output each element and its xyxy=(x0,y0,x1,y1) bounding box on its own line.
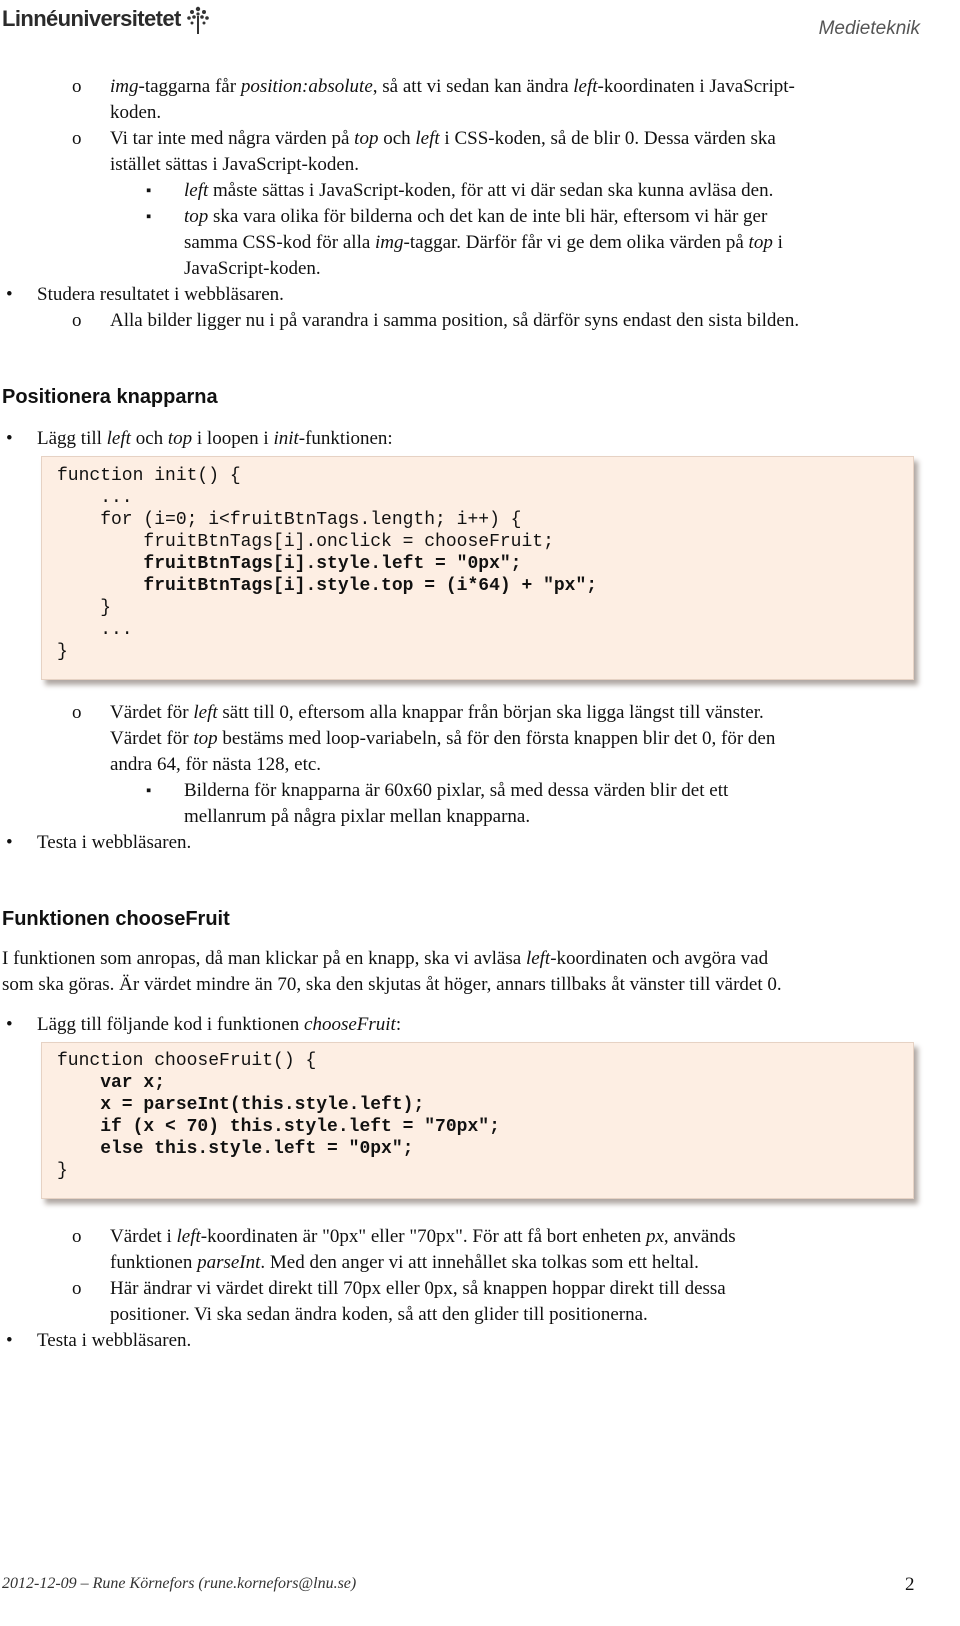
list-item-continued: istället sättas i JavaScript-koden. xyxy=(110,154,360,175)
circle-marker: o xyxy=(72,128,82,149)
list-item-continued: andra 64, för nästa 128, etc. xyxy=(110,754,322,775)
bullet-marker: • xyxy=(6,284,13,305)
code-line: fruitBtnTags[i].onclick = chooseFruit; xyxy=(57,532,554,552)
code-block-choosefruit xyxy=(41,1042,914,1199)
list-item: Bilderna för knapparna är 60x60 pixlar, så med dessa värden blir det ett xyxy=(184,780,729,801)
code-line: x = parseInt(this.style.left); xyxy=(57,1095,425,1115)
list-item: Här ändrar vi värdet direkt till 70px eller 0px, så knappen hoppar direkt till dessa xyxy=(110,1278,726,1299)
code-line: fruitBtnTags[i].style.top = (i*64) + "px"; xyxy=(57,576,598,596)
circle-marker: o xyxy=(72,310,82,331)
code-line: function init() { xyxy=(57,466,241,486)
list-item: left måste sättas i JavaScript-koden, för att vi där sedan ska kunna avläsa den. xyxy=(184,180,774,201)
circle-marker: o xyxy=(72,702,82,723)
list-item: Testa i webbläsaren. xyxy=(37,832,192,853)
section-heading: Positionera knapparna xyxy=(2,386,218,408)
code-line: var x; xyxy=(57,1073,166,1093)
list-item: Studera resultatet i webbläsaren. xyxy=(37,284,284,305)
code-line: fruitBtnTags[i].style.left = "0px"; xyxy=(57,554,522,574)
code-line: else this.style.left = "0px"; xyxy=(57,1139,414,1159)
code-line: } xyxy=(57,642,68,662)
code-line: ... xyxy=(57,488,133,508)
paragraph: I funktionen som anropas, då man klickar på en knapp, ska vi avläsa left-koordinaten och avgöra vad xyxy=(2,948,769,969)
list-item-continued: funktionen parseInt. Med den anger vi att innehållet ska tolkas som ett heltal. xyxy=(110,1252,699,1273)
logo-text: Linnéuniversitetet xyxy=(2,6,181,31)
bullet-marker: • xyxy=(6,1014,13,1035)
list-item: Alla bilder ligger nu i på varandra i samma position, så därför syns endast den sista bilden. xyxy=(110,310,800,331)
list-item: Vi tar inte med några värden på top och left i CSS-koden, så de blir 0. Dessa värden ska xyxy=(110,128,776,149)
code-line: } xyxy=(57,598,112,618)
list-item-continued: samma CSS-kod för alla img-taggar. Därför får vi ge dem olika värden på top i xyxy=(184,232,783,253)
bullet-marker: • xyxy=(6,428,13,449)
circle-marker: o xyxy=(72,76,82,97)
list-item: top ska vara olika för bilderna och det kan de inte bli här, eftersom vi här ger xyxy=(184,206,768,227)
square-marker: ▪ xyxy=(146,783,152,799)
code-line: ... xyxy=(57,620,133,640)
list-item: img-taggarna får position:absolute, så att vi sedan kan ändra left-koordinaten i JavaScript- xyxy=(110,76,795,97)
list-item: Värdet för left sätt till 0, eftersom alla knappar från början ska ligga längst till vänster. xyxy=(110,702,764,723)
square-marker: ▪ xyxy=(146,183,152,199)
paragraph-continued: som ska göras. Är värdet mindre än 70, ska den skjutas åt höger, annars tillbaks åt vänster till värdet 0. xyxy=(2,974,782,995)
list-item-continued: mellanrum på några pixlar mellan knapparna. xyxy=(184,806,531,827)
list-item-continued: positioner. Vi ska sedan ändra koden, så att den glider till positionerna. xyxy=(110,1304,648,1325)
header-section-title: Medieteknik xyxy=(818,18,920,39)
tree-icon xyxy=(185,4,211,34)
bullet-marker: • xyxy=(6,832,13,853)
list-item-continued: JavaScript-koden. xyxy=(184,258,321,279)
list-item: Lägg till left och top i loopen i init-funktionen: xyxy=(37,428,393,449)
circle-marker: o xyxy=(72,1278,82,1299)
list-item-continued: koden. xyxy=(110,102,162,123)
list-item: Testa i webbläsaren. xyxy=(37,1330,192,1351)
code-line: function chooseFruit() { xyxy=(57,1051,317,1071)
list-item: Lägg till följande kod i funktionen chooseFruit: xyxy=(37,1014,402,1035)
university-logo xyxy=(2,4,211,34)
page-number: 2 xyxy=(905,1574,915,1595)
code-line: if (x < 70) this.style.left = "70px"; xyxy=(57,1117,500,1137)
list-item: Värdet i left-koordinaten är "0px" eller "70px". För att få bort enheten px, används xyxy=(110,1226,736,1247)
code-block-init xyxy=(41,456,914,680)
code-line: } xyxy=(57,1161,68,1181)
square-marker: ▪ xyxy=(146,209,152,225)
section-heading: Funktionen chooseFruit xyxy=(2,908,230,930)
footer-text: 2012-12-09 – Rune Körnefors (rune.kornefors@lnu.se) xyxy=(2,1575,357,1592)
list-item-continued: Värdet för top bestäms med loop-variabeln, så för den första knappen blir det 0, för den xyxy=(110,728,776,749)
circle-marker: o xyxy=(72,1226,82,1247)
bullet-marker: • xyxy=(6,1330,13,1351)
code-line: for (i=0; i<fruitBtnTags.length; i++) { xyxy=(57,510,522,530)
